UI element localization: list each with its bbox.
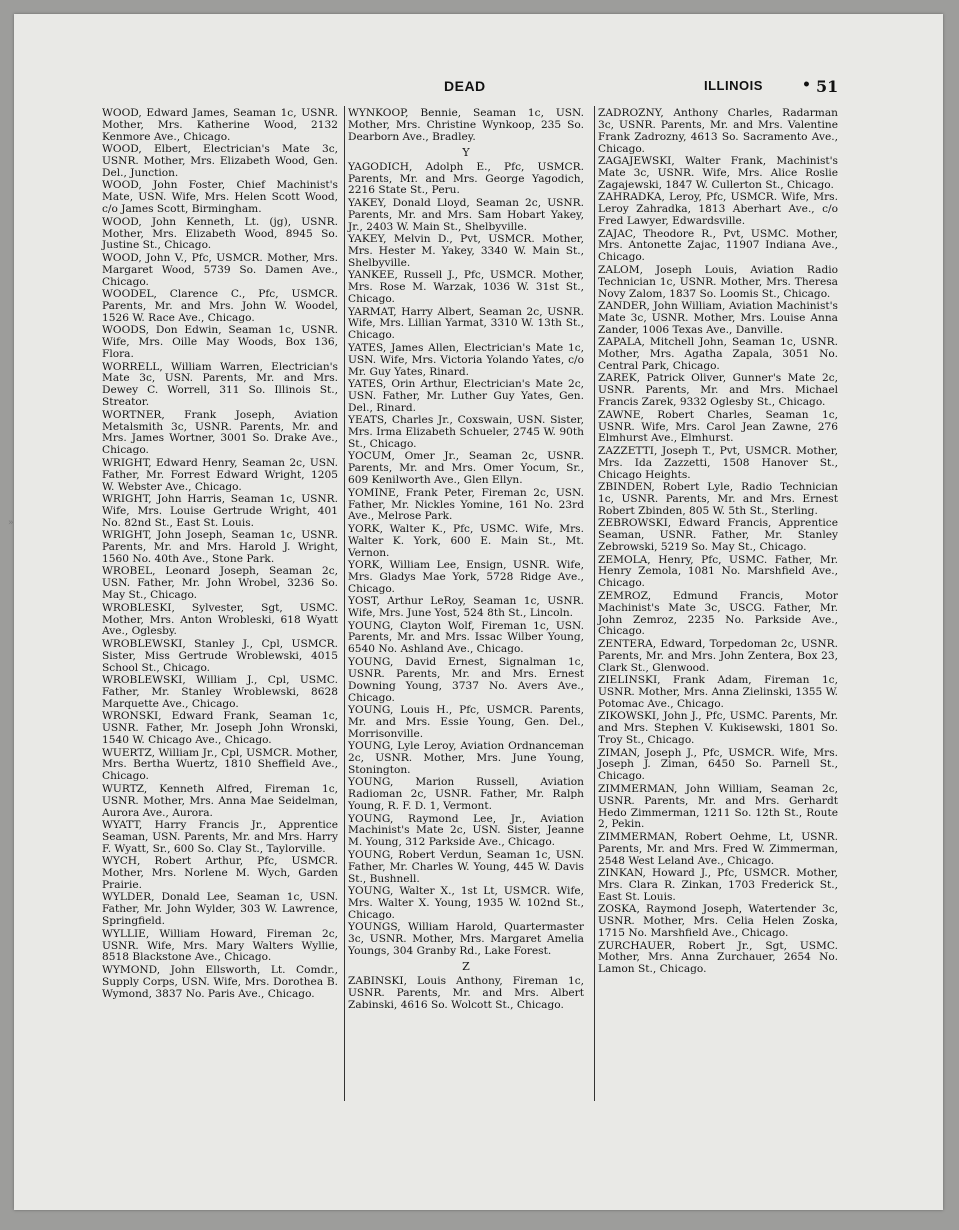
casualty-entry: ZOSKA, Raymond Joseph, Watertender 3c, USNR. Mother, Mrs. Celia Helen Zoska, 1715 No. Marshfield Ave., Chicago.	[598, 903, 838, 940]
casualty-entry: YOMINE, Frank Peter, Fireman 2c, USN. Father, Mr. Nickles Yomine, 161 No. 23rd Ave., Melrose Park.	[348, 486, 584, 523]
column-divider	[344, 106, 345, 1101]
casualty-entry: WYLDER, Donald Lee, Seaman 1c, USN. Father, Mr. John Wylder, 303 W. Lawrence, Springfield.	[102, 891, 338, 928]
casualty-entry: YOUNG, Lyle Leroy, Aviation Ordnanceman 2c, USNR. Mother, Mrs. June Young, Stonington.	[348, 740, 584, 776]
casualty-entry: ZENTERA, Edward, Torpedoman 2c, USNR. Parents, Mr. and Mrs. John Zentera, Box 23, Clark St., Glenwood.	[598, 637, 838, 674]
casualty-entry: WRIGHT, John Harris, Seaman 1c, USNR. Wife, Mrs. Louise Gertrude Wright, 401 No. 82nd St., East St. Louis.	[102, 493, 338, 529]
casualty-entry: YOST, Arthur LeRoy, Seaman 1c, USNR. Wife, Mrs. June Yost, 524 8th St., Lincoln.	[348, 595, 584, 620]
casualty-entry: ZIELINSKI, Frank Adam, Fireman 1c, USNR. Mother, Mrs. Anna Zielinski, 1355 W. Potomac Ave., Chicago.	[598, 674, 838, 710]
casualty-entry: ZAGAJEWSKI, Walter Frank, Machinist's Mate 3c, USNR. Wife, Mrs. Alice Roslie Zagajewski, 1847 W. Cullerton St., Chicago.	[598, 155, 838, 191]
casualty-entry: ZINKAN, Howard J., Pfc, USMCR. Mother, Mrs. Clara R. Zinkan, 1703 Frederick St., East St. Louis.	[598, 867, 838, 903]
casualty-entry: ZIMAN, Joseph J., Pfc, USMCR. Wife, Mrs. Joseph J. Ziman, 6450 So. Parnell St., Chicago.	[598, 746, 838, 783]
page-header	[14, 78, 943, 98]
casualty-entry: YOUNGS, William Harold, Quartermaster 3c, USNR. Mother, Mrs. Margaret Amelia Youngs, 304 Granby Rd., Lake Forest.	[348, 921, 584, 958]
casualty-entry: YORK, Walter K., Pfc, USMC. Wife, Mrs. Walter K. York, 600 E. Main St., Mt. Vernon.	[348, 522, 584, 559]
casualty-entry: WURTZ, Kenneth Alfred, Fireman 1c, USNR. Mother, Mrs. Anna Mae Seidelman, Aurora Ave., Aurora.	[102, 782, 338, 819]
casualty-entry: YOCUM, Omer Jr., Seaman 2c, USNR. Parents, Mr. and Mrs. Omer Yocum, Sr., 609 Kenilworth Ave., Glen Ellyn.	[348, 450, 584, 487]
casualty-entry: YOUNG, Louis H., Pfc, USMCR. Parents, Mr. and Mrs. Essie Young, Gen. Del., Morrisonville.	[348, 703, 584, 740]
casualty-entry: WYNKOOP, Bennie, Seaman 1c, USN. Mother, Mrs. Christine Wynkoop, 235 So. Dearborn Ave., Bradley.	[348, 107, 584, 143]
casualty-entry: YAKEY, Melvin D., Pvt, USMCR. Mother, Mrs. Hester M. Yakey, 3340 W. Main St., Shelbyville.	[348, 233, 584, 269]
casualty-entry: WYMOND, John Ellsworth, Lt. Comdr., Supply Corps, USN. Wife, Mrs. Dorothea B. Wymond, 3837 No. Paris Ave., Chicago.	[102, 963, 338, 1000]
casualty-entry: WYCH, Robert Arthur, Pfc, USMCR. Mother, Mrs. Norlene M. Wych, Garden Prairie.	[102, 855, 338, 891]
casualty-entry: WRIGHT, John Joseph, Seaman 1c, USNR. Parents, Mr. and Mrs. Harold J. Wright, 1560 No. 40th Ave., Stone Park.	[102, 529, 338, 566]
column-1	[102, 108, 338, 1001]
casualty-entry: ZAWNE, Robert Charles, Seaman 1c, USNR. Wife, Mrs. Carol Jean Zawne, 276 Elmhurst Ave., Elmhurst.	[598, 408, 838, 445]
casualty-entry: ZIKOWSKI, John J., Pfc, USMC. Parents, Mr. and Mrs. Stephen V. Kukisewski, 1801 So. Troy St., Chicago.	[598, 710, 838, 747]
casualty-entry: WYATT, Harry Francis Jr., Apprentice Seaman, USN. Parents, Mr. and Mrs. Harry F. Wyatt, Sr., 600 So. Clay St., Taylorville.	[102, 818, 338, 855]
casualty-entry: ZBINDEN, Robert Lyle, Radio Technician 1c, USNR. Parents, Mr. and Mrs. Ernest Robert Zbinden, 805 W. 5th St., Sterling.	[598, 481, 838, 517]
casualty-entry: WOOD, John Foster, Chief Machinist's Mate, USN. Wife, Mrs. Helen Scott Wood, c/o James Scott, Birmingham.	[102, 179, 338, 216]
casualty-entry: YAGODICH, Adolph E., Pfc, USMCR. Parents, Mr. and Mrs. George Yagodich, 2216 State St., Peru.	[348, 160, 584, 197]
casualty-entry: ZABINSKI, Louis Anthony, Fireman 1c, USNR. Parents, Mr. and Mrs. Albert Zabinski, 4616 So. Wolcott St., Chicago.	[348, 974, 584, 1011]
casualty-entry: ZAZZETTI, Joseph T., Pvt, USMCR. Mother, Mrs. Ida Zazzetti, 1508 Hanover St., Chicago Heights.	[598, 444, 838, 481]
section-letter: Y	[462, 145, 470, 159]
casualty-entry: ZAJAC, Theodore R., Pvt, USMC. Mother, Mrs. Antonette Zajac, 11907 Indiana Ave., Chicago.	[598, 227, 838, 264]
casualty-entry: ZIMMERMAN, John William, Seaman 2c, USNR. Parents, Mr. and Mrs. Gerhardt Hedo Zimmerman, 1211 So. 12th St., Route 2, Pekin.	[598, 782, 838, 831]
column-divider	[594, 106, 595, 1101]
page-number: 51	[816, 77, 839, 96]
section-letter: Z	[462, 959, 470, 973]
casualty-entry: WOOD, Edward James, Seaman 1c, USNR. Mother, Mrs. Katherine Wood, 2132 Kenmore Ave., Chicago.	[102, 107, 338, 143]
casualty-entry: YOUNG, Marion Russell, Aviation Radioman 2c, USNR. Father, Mr. Ralph Young, R. F. D. 1, Vermont.	[348, 776, 584, 813]
casualty-entry: WROBLEWSKI, William J., Cpl, USMC. Father, Mr. Stanley Wroblewski, 8628 Marquette Ave., Chicago.	[102, 674, 338, 710]
casualty-entry: ZEMROZ, Edmund Francis, Motor Machinist's Mate 3c, USCG. Father, Mr. John Zemroz, 2235 No. Parkside Ave., Chicago.	[598, 589, 838, 638]
casualty-entry: ZADROZNY, Anthony Charles, Radarman 3c, USNR. Parents, Mr. and Mrs. Valentine Frank Zadrozny, 4613 So. Sacramento Ave., Chicago.	[598, 107, 838, 155]
state-heading: ILLINOIS	[704, 78, 763, 93]
casualty-entry: WOODS, Don Edwin, Seaman 1c, USNR. Wife, Mrs. Oille May Woods, Box 136, Flora.	[102, 324, 338, 361]
casualty-entry: WOOD, Elbert, Electrician's Mate 3c, USNR. Mother, Mrs. Elizabeth Wood, Gen. Del., Junction.	[102, 143, 338, 180]
casualty-entry: ZALOM, Joseph Louis, Aviation Radio Technician 1c, USNR. Mother, Mrs. Theresa Novy Zalom, 1837 So. Loomis St., Chicago.	[598, 263, 838, 300]
casualty-entry: ZURCHAUER, Robert Jr., Sgt, USMC. Mother, Mrs. Anna Zurchauer, 2654 No. Lamon St., Chicago.	[598, 939, 838, 976]
casualty-entry: WORRELL, William Warren, Electrician's Mate 3c, USN. Parents, Mr. and Mrs. Dewey C. Worrell, 311 So. Illinois St., Streator.	[102, 360, 338, 409]
casualty-entry: YATES, James Allen, Electrician's Mate 1c, USN. Wife, Mrs. Victoria Yolando Yates, c/o Mr. Guy Yates, Rinard.	[348, 341, 584, 378]
casualty-entry: WUERTZ, William Jr., Cpl, USMCR. Mother, Mrs. Bertha Wuertz, 1810 Sheffield Ave., Chicago.	[102, 746, 338, 783]
casualty-entry: WYLLIE, William Howard, Fireman 2c, USNR. Wife, Mrs. Mary Walters Wyllie, 8518 Blackstone Ave., Chicago.	[102, 927, 338, 964]
casualty-entry: ZAREK, Patrick Oliver, Gunner's Mate 2c, USNR. Parents, Mr. and Mrs. Michael Francis Zarek, 9332 Oglesby St., Chicago.	[598, 372, 838, 409]
casualty-entry: WORTNER, Frank Joseph, Aviation Metalsmith 3c, USNR. Parents, Mr. and Mrs. James Wortner, 3001 So. Drake Ave., Chicago.	[102, 408, 338, 457]
casualty-entry: YANKEE, Russell J., Pfc, USMCR. Mother, Mrs. Rose M. Warzak, 1036 W. 31st St., Chicago.	[348, 269, 584, 306]
casualty-entry: WOODEL, Clarence C., Pfc, USMCR. Parents, Mr. and Mrs. John W. Woodel, 1526 W. Race Ave., Chicago.	[102, 288, 338, 324]
column-2	[348, 108, 584, 1012]
page-title: DEAD	[444, 78, 486, 94]
casualty-entry: ZAPALA, Mitchell John, Seaman 1c, USNR. Mother, Mrs. Agatha Zapala, 3051 No. Central Park, Chicago.	[598, 336, 838, 373]
casualty-entry: WOOD, John V., Pfc, USMCR. Mother, Mrs. Margaret Wood, 5739 So. Damen Ave., Chicago.	[102, 251, 338, 288]
casualty-entry: ZANDER, John William, Aviation Machinist's Mate 3c, USNR. Mother, Mrs. Louise Anna Zander, 1006 Texas Ave., Danville.	[598, 300, 838, 336]
casualty-entry: ZEBROWSKI, Edward Francis, Apprentice Seaman, USNR. Father, Mr. Stanley Zebrowski, 5219 So. May St., Chicago.	[598, 517, 838, 554]
casualty-entry: YEATS, Charles Jr., Coxswain, USN. Sister, Mrs. Irma Elizabeth Schueler, 2745 W. 90th St., Chicago.	[348, 414, 584, 450]
casualty-entry: WRONSKI, Edward Frank, Seaman 1c, USNR. Father, Mr. Joseph John Wronski, 1540 W. Chicago Ave., Chicago.	[102, 710, 338, 747]
casualty-entry: YATES, Orin Arthur, Electrician's Mate 2c, USN. Father, Mr. Luther Guy Yates, Gen. Del., Rinard.	[348, 377, 584, 414]
casualty-entry: WROBEL, Leonard Joseph, Seaman 2c, USN. Father, Mr. John Wrobel, 3236 So. May St., Chicago.	[102, 565, 338, 602]
casualty-entry: WOOD, John Kenneth, Lt. (jg), USNR. Mother, Mrs. Elizabeth Wood, 8945 So. Justine St., Chicago.	[102, 215, 338, 252]
casualty-entry: ZIMMERMAN, Robert Oehme, Lt, USNR. Parents, Mr. and Mrs. Fred W. Zimmerman, 2548 West Leland Ave., Chicago.	[598, 830, 838, 867]
margin-mark: »	[8, 518, 14, 528]
casualty-entry: YOUNG, Raymond Lee, Jr., Aviation Machinist's Mate 2c, USN. Sister, Jeanne M. Young, 312 Parkside Ave., Chicago.	[348, 812, 584, 849]
casualty-entry: YOUNG, Walter X., 1st Lt, USMCR. Wife, Mrs. Walter X. Young, 1935 W. 102nd St., Chicago.	[348, 885, 584, 921]
casualty-entry: ZAHRADKA, Leroy, Pfc, USMCR. Wife, Mrs. Leroy Zahradka, 1813 Aberhart Ave., c/o Fred Lawyer, Edwardsville.	[598, 191, 838, 228]
casualty-entry: WROBLEWSKI, Stanley J., Cpl, USMCR. Sister, Miss Gertrude Wroblewski, 4015 School St., Chicago.	[102, 637, 338, 674]
column-3	[598, 108, 838, 977]
casualty-entry: WRIGHT, Edward Henry, Seaman 2c, USN. Father, Mr. Forrest Edward Wright, 1205 W. Webster Ave., Chicago.	[102, 456, 338, 493]
casualty-entry: YORK, William Lee, Ensign, USNR. Wife, Mrs. Gladys Mae York, 5728 Ridge Ave., Chicago.	[348, 559, 584, 595]
casualty-entry: YAKEY, Donald Lloyd, Seaman 2c, USNR. Parents, Mr. and Mrs. Sam Hobart Yakey, Jr., 2403 W. Main St., Shelbyville.	[348, 196, 584, 233]
casualty-entry: WROBLESKI, Sylvester, Sgt, USMC. Mother, Mrs. Anton Wrobleski, 618 Wyatt Ave., Oglesby.	[102, 601, 338, 638]
casualty-entry: YOUNG, Robert Verdun, Seaman 1c, USN. Father, Mr. Charles W. Young, 445 W. Davis St., Bushnell.	[348, 848, 584, 885]
casualty-entry: YOUNG, David Ernest, Signalman 1c, USNR. Parents, Mr. and Mrs. Ernest Downing Young, 3737 No. Avers Ave., Chicago.	[348, 655, 584, 704]
header-bullet: •	[802, 77, 811, 93]
casualty-entry: YOUNG, Clayton Wolf, Fireman 1c, USN. Parents, Mr. and Mrs. Issac Wilber Young, 6540 No. Ashland Ave., Chicago.	[348, 619, 584, 656]
document-page	[14, 14, 943, 1210]
casualty-entry: YARMAT, Harry Albert, Seaman 2c, USNR. Wife, Mrs. Lillian Yarmat, 3310 W. 13th St., Chicago.	[348, 305, 584, 342]
casualty-entry: ZEMOLA, Henry, Pfc, USMC. Father, Mr. Henry Zemola, 1081 No. Marshfield Ave., Chicago.	[598, 553, 838, 590]
